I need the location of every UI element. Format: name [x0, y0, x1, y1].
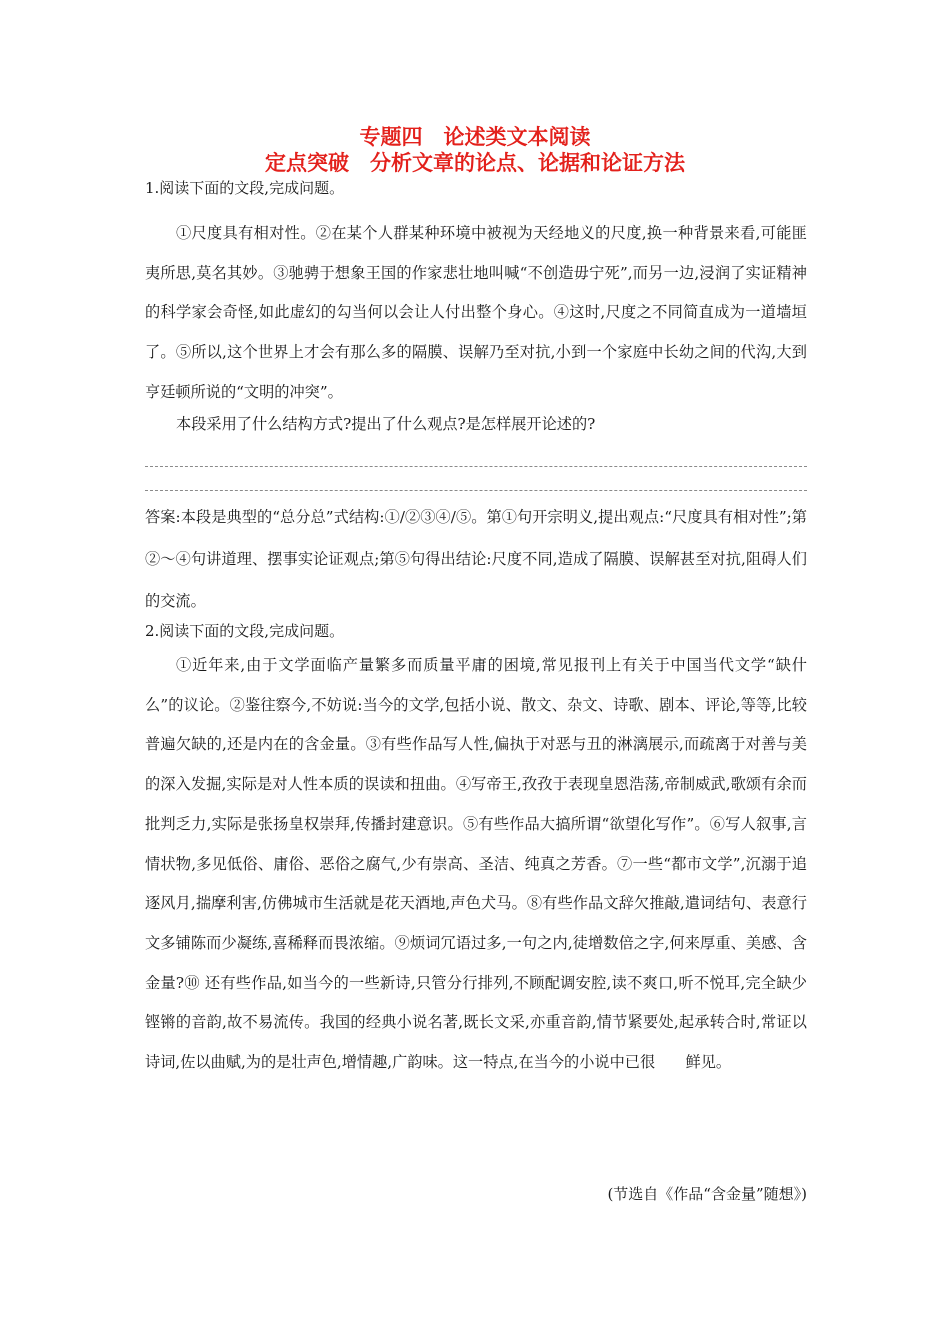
question-1-prompt: 本段采用了什么结构方式?提出了什么观点?是怎样展开论述的?: [176, 415, 596, 433]
question-2-passage: ①近年来,由于文学面临产量繁多而质量平庸的困境,常见报刊上有关于中国当代文学“缺什么”的议论。②鉴往察今,不妨说:当今的文学,包括小说、散文、杂文、诗歌、剧本、评论,等等,比较普遍欠缺的,还是内在的含金量。③有些作品写人性,偏执于对恶与丑的淋漓展示,而疏离于对善与美的深入发掘,实际是对人性本质的误读和扭曲。④写帝王,孜孜于表现皇恩浩荡,帝制威武,歌颂有余而批判乏力,实际是张扬皇权崇拜,传播封建意识。⑤有些作品大搞所谓“欲望化写作”。⑥写人叙事,言情状物,多见低俗、庸俗、恶俗之腐气,少有崇高、圣洁、纯真之芳香。⑦一些“都市文学”,沉溺于追逐风月,揣摩利害,仿佛城市生活就是花天酒地,声色犬马。⑧有些作品文辞欠推敲,遣词结句、表意行文多铺陈而少凝练,喜稀释而畏浓缩。⑨烦词冗语过多,一句之内,徒增数倍之字,何来厚重、美感、含金量?⑩ 还有些作品,如当今的一些新诗,只管分行排列,不顾配调安腔,读不爽口,听不悦耳,完全缺少铿锵的音韵,故不易流传。我国的经典小说名著,既长文采,亦重音韵,情节紧要处,起承转合时,常证以诗词,佐以曲赋,为的是壮声色,增情趣,广韵味。这一特点,在当今的小说中已很 鲜见。: [145, 656, 807, 1072]
question-1-passage: ①尺度具有相对性。②在某个人群某种环境中被视为天经地义的尺度,换一种背景来看,可能匪夷所思,莫名其妙。③驰骋于想象王国的作家悲壮地叫喊“不创造毋宁死”,而另一边,浸润了实证精神的科学家会奇怪,如此虚幻的勾当何以会让人付出整个身心。④这时,尺度之不同简直成为一道墙垣了。⑤所以,这个世界上才会有那么多的隔膜、误解乃至对抗,小到一个家庭中长幼之间的代沟,大到亨廷顿所说的“文明的冲突”。: [145, 224, 807, 401]
page-subtitle: 定点突破 分析文章的论点、论据和论证方法: [265, 151, 685, 175]
question-1-heading: 1.阅读下面的文段,完成问题。: [145, 179, 345, 197]
answer-line: [145, 490, 807, 491]
question-2-heading: 2.阅读下面的文段,完成问题。: [145, 622, 345, 640]
answer-line: [145, 466, 807, 467]
page-title: 专题四 论述类文本阅读: [359, 125, 591, 149]
question-1-answer: 答案:本段是典型的“总分总”式结构:①/②③④/⑤。第①句开宗明义,提出观点:“尺度具有相对性”;第②～④句讲道理、摆事实论证观点;第⑤句得出结论:尺度不同,造成了隔膜、误解甚至对抗,阻碍人们的交流。: [145, 508, 807, 610]
source-citation: (节选自《作品“含金量”随想》): [607, 1185, 807, 1203]
